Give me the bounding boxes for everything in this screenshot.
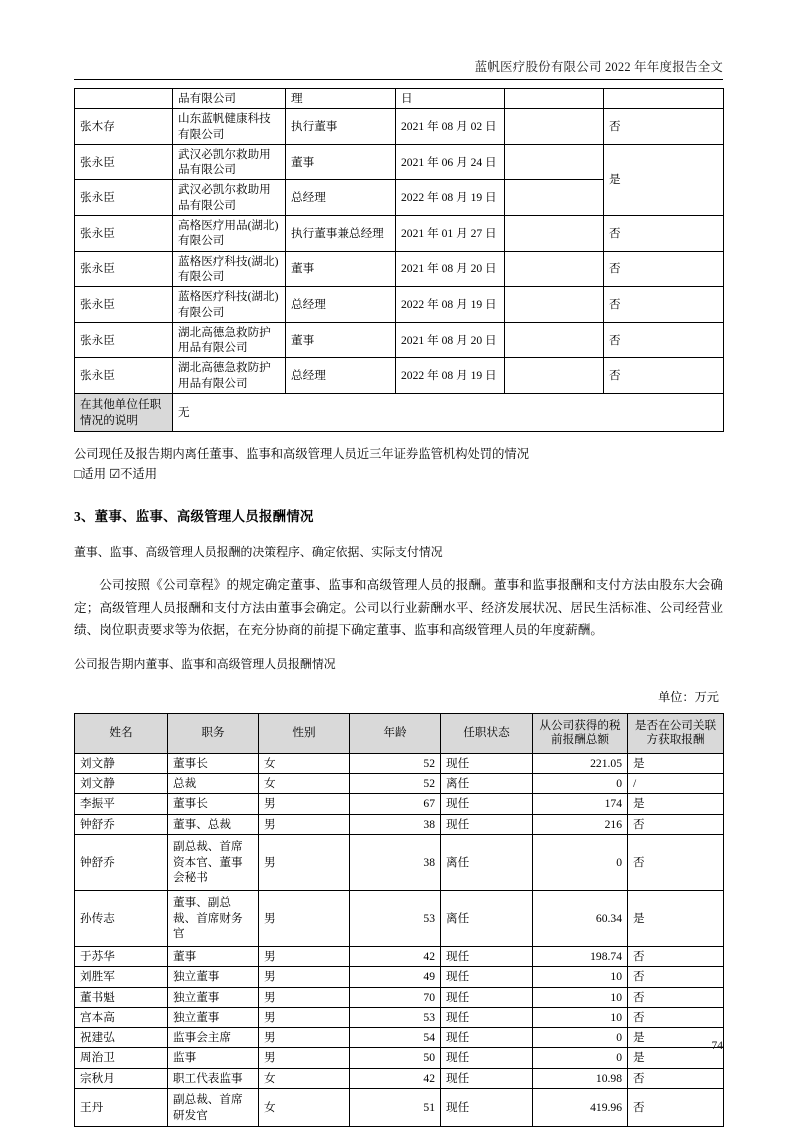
header-pretax-pay: 从公司获得的税前报酬总额 xyxy=(533,713,628,753)
table-row xyxy=(75,814,724,834)
table-row xyxy=(75,144,724,180)
cell-age: 53 xyxy=(350,890,441,946)
cell-sex: 男 xyxy=(259,1028,350,1048)
cell-age: 53 xyxy=(350,1007,441,1027)
cell-pay: 174 xyxy=(533,794,628,814)
cell-end-date xyxy=(505,144,604,180)
cell-start-date: 2021 年 08 月 20 日 xyxy=(396,251,505,287)
cell-age: 49 xyxy=(350,967,441,987)
cell-name: 张永臣 xyxy=(75,358,173,394)
unit-note: 单位：万元 xyxy=(658,689,719,704)
cell-position: 总经理 xyxy=(286,287,396,323)
table-row xyxy=(75,967,724,987)
cell-age: 51 xyxy=(350,1089,441,1127)
cell-post: 监事 xyxy=(168,1048,259,1068)
cell-paid: 否 xyxy=(604,322,724,358)
note-value: 无 xyxy=(173,394,724,432)
cell-start-date: 2022 年 08 月 19 日 xyxy=(396,287,505,323)
note-label: 在其他单位任职情况的说明 xyxy=(75,394,173,432)
cell-unit: 武汉必凯尔救助用品有限公司 xyxy=(173,144,286,180)
cell-status: 现任 xyxy=(441,753,533,773)
cell-post: 独立董事 xyxy=(168,1007,259,1027)
cell-sex: 男 xyxy=(259,890,350,946)
table-row xyxy=(75,251,724,287)
cell-unit: 武汉必凯尔救助用品有限公司 xyxy=(173,180,286,216)
cell-name: 李振平 xyxy=(75,794,168,814)
cell-name: 刘胜军 xyxy=(75,967,168,987)
cell-age: 70 xyxy=(350,987,441,1007)
penalty-question: 公司现任及报告期内离任董事、监事和高级管理人员近三年证券监管机构处罚的情况 xyxy=(74,447,529,462)
cell-start-date: 2021 年 08 月 02 日 xyxy=(396,109,505,145)
remuneration-procedure-body: 公司按照《公司章程》的规定确定董事、监事和高级管理人员的报酬。董事和监事报酬和支付方法由股东大会确定；高级管理人员报酬和支付方法由董事会确定。公司以行业薪酬水平、经济发展状况、居民生活标准、公司经营业绩、岗位职责要求等为依据，在充分协商的前提下确定董事、监事和高级管理人员的年度薪酬。 xyxy=(74,578,723,638)
cell-related: 否 xyxy=(628,946,724,966)
cell-name xyxy=(75,89,173,109)
cell-related: 是 xyxy=(628,753,724,773)
cell-post: 董事长 xyxy=(168,753,259,773)
cell-start-date: 2022 年 08 月 19 日 xyxy=(396,358,505,394)
cell-name: 张永臣 xyxy=(75,216,173,252)
cell-name: 孙传志 xyxy=(75,890,168,946)
cell-position: 董事 xyxy=(286,144,396,180)
cell-position: 总经理 xyxy=(286,358,396,394)
page-content xyxy=(74,88,723,1127)
header-sex: 性别 xyxy=(259,713,350,753)
cell-name: 张永臣 xyxy=(75,287,173,323)
cell-pay: 10 xyxy=(533,987,628,1007)
header-age: 年龄 xyxy=(350,713,441,753)
cell-start-date: 日 xyxy=(396,89,505,109)
table-row xyxy=(75,1068,724,1088)
cell-post: 董事、总裁 xyxy=(168,814,259,834)
remuneration-table-header xyxy=(75,713,724,753)
cell-name: 张永臣 xyxy=(75,251,173,287)
cell-post: 总裁 xyxy=(168,774,259,794)
cell-pay: 10 xyxy=(533,1007,628,1027)
cell-pay: 0 xyxy=(533,774,628,794)
header-divider xyxy=(74,79,723,80)
cell-sex: 男 xyxy=(259,946,350,966)
cell-age: 38 xyxy=(350,834,441,890)
cell-sex: 男 xyxy=(259,987,350,1007)
cell-status: 现任 xyxy=(441,1007,533,1027)
cell-pay: 10.98 xyxy=(533,1068,628,1088)
table-row xyxy=(75,358,724,394)
cell-pay: 0 xyxy=(533,1028,628,1048)
cell-position: 执行董事 xyxy=(286,109,396,145)
cell-name: 宗秋月 xyxy=(75,1068,168,1088)
cell-paid: 否 xyxy=(604,287,724,323)
cell-name: 张木存 xyxy=(75,109,173,145)
cell-post: 独立董事 xyxy=(168,987,259,1007)
cell-status: 现任 xyxy=(441,1048,533,1068)
cell-name: 刘文静 xyxy=(75,774,168,794)
cell-name: 张永臣 xyxy=(75,180,173,216)
cell-related: 否 xyxy=(628,987,724,1007)
cell-start-date: 2021 年 08 月 20 日 xyxy=(396,322,505,358)
cell-post: 董事、副总裁、首席财务官 xyxy=(168,890,259,946)
cell-age: 54 xyxy=(350,1028,441,1048)
table-row xyxy=(75,753,724,773)
cell-name: 宫本高 xyxy=(75,1007,168,1027)
table-row xyxy=(75,834,724,890)
cell-start-date: 2021 年 01 月 27 日 xyxy=(396,216,505,252)
cell-post: 副总裁、首席资本官、董事会秘书 xyxy=(168,834,259,890)
cell-related: 否 xyxy=(628,1007,724,1027)
cell-start-date: 2022 年 08 月 19 日 xyxy=(396,180,505,216)
cell-post: 副总裁、首席研发官 xyxy=(168,1089,259,1127)
cell-end-date xyxy=(505,287,604,323)
cell-related: 是 xyxy=(628,1028,724,1048)
cell-end-date xyxy=(505,109,604,145)
cell-unit: 湖北高德急救防护用品有限公司 xyxy=(173,358,286,394)
cell-sex: 男 xyxy=(259,967,350,987)
table-row xyxy=(75,89,724,109)
cell-pay: 198.74 xyxy=(533,946,628,966)
table-row xyxy=(75,1007,724,1027)
header-name: 姓名 xyxy=(75,713,168,753)
cell-name: 董书魁 xyxy=(75,987,168,1007)
cell-status: 现任 xyxy=(441,967,533,987)
cell-unit: 蓝格医疗科技(湖北)有限公司 xyxy=(173,251,286,287)
cell-unit: 高格医疗用品(湖北)有限公司 xyxy=(173,216,286,252)
cell-post: 监事会主席 xyxy=(168,1028,259,1048)
table-row xyxy=(75,216,724,252)
section-title-3: 3、董事、监事、高级管理人员报酬情况 xyxy=(74,508,314,524)
table-row xyxy=(75,1089,724,1127)
cell-paid xyxy=(604,89,724,109)
cell-position: 执行董事兼总经理 xyxy=(286,216,396,252)
cell-name: 祝建弘 xyxy=(75,1028,168,1048)
cell-name: 张永臣 xyxy=(75,322,173,358)
table-row xyxy=(75,109,724,145)
cell-status: 现任 xyxy=(441,946,533,966)
cell-post: 董事长 xyxy=(168,794,259,814)
penalty-applicable: □适用 ☑不适用 xyxy=(74,466,158,481)
remuneration-procedure-subtitle: 董事、监事、高级管理人员报酬的决策程序、确定依据、实际支付情况 xyxy=(74,544,443,559)
cell-age: 42 xyxy=(350,946,441,966)
cell-status: 离任 xyxy=(441,834,533,890)
cell-unit: 湖北高德急救防护用品有限公司 xyxy=(173,322,286,358)
cell-status: 现任 xyxy=(441,987,533,1007)
header-post: 职务 xyxy=(168,713,259,753)
table-row xyxy=(75,322,724,358)
cell-related: 是 xyxy=(628,1048,724,1068)
cell-paid: 否 xyxy=(604,216,724,252)
cell-start-date: 2021 年 06 月 24 日 xyxy=(396,144,505,180)
table-row xyxy=(75,946,724,966)
cell-sex: 男 xyxy=(259,814,350,834)
header-row xyxy=(75,713,724,753)
cell-age: 42 xyxy=(350,1068,441,1088)
table-row xyxy=(75,987,724,1007)
cell-pay: 221.05 xyxy=(533,753,628,773)
cell-status: 现任 xyxy=(441,814,533,834)
cell-pay: 0 xyxy=(533,834,628,890)
cell-position: 理 xyxy=(286,89,396,109)
cell-name: 王丹 xyxy=(75,1089,168,1127)
page-header-title: 蓝帆医疗股份有限公司 2022 年年度报告全文 xyxy=(474,60,723,74)
cell-pay: 60.34 xyxy=(533,890,628,946)
cell-age: 38 xyxy=(350,814,441,834)
table-row xyxy=(75,287,724,323)
cell-related: 否 xyxy=(628,834,724,890)
cell-sex: 女 xyxy=(259,1068,350,1088)
remuneration-table xyxy=(74,713,724,1127)
cell-post: 董事 xyxy=(168,946,259,966)
cell-related: 否 xyxy=(628,1068,724,1088)
cell-name: 钟舒乔 xyxy=(75,834,168,890)
header-status: 任职状态 xyxy=(441,713,533,753)
cell-related: / xyxy=(628,774,724,794)
remuneration-table-caption: 公司报告期内董事、监事和高级管理人员报酬情况 xyxy=(74,657,336,672)
cell-sex: 男 xyxy=(259,834,350,890)
cell-sex: 男 xyxy=(259,1007,350,1027)
cell-unit: 蓝格医疗科技(湖北)有限公司 xyxy=(173,287,286,323)
cell-related: 否 xyxy=(628,967,724,987)
cell-age: 52 xyxy=(350,774,441,794)
cell-position: 总经理 xyxy=(286,180,396,216)
table-row-note xyxy=(75,394,724,432)
cell-paid: 否 xyxy=(604,109,724,145)
cell-status: 现任 xyxy=(441,1068,533,1088)
page-number: 74 xyxy=(711,1040,723,1052)
cell-unit: 山东蓝帆健康科技有限公司 xyxy=(173,109,286,145)
cell-paid: 是 xyxy=(604,144,724,215)
cell-position: 董事 xyxy=(286,251,396,287)
cell-post: 独立董事 xyxy=(168,967,259,987)
cell-related: 否 xyxy=(628,1089,724,1127)
cell-age: 67 xyxy=(350,794,441,814)
cell-status: 离任 xyxy=(441,890,533,946)
cell-status: 现任 xyxy=(441,1089,533,1127)
cell-end-date xyxy=(505,216,604,252)
cell-end-date xyxy=(505,251,604,287)
cell-name: 钟舒乔 xyxy=(75,814,168,834)
remuneration-table-body xyxy=(75,753,724,1126)
table-row xyxy=(75,794,724,814)
cell-pay: 419.96 xyxy=(533,1089,628,1127)
other-positions-table xyxy=(74,88,724,432)
cell-paid: 否 xyxy=(604,358,724,394)
cell-name: 于苏华 xyxy=(75,946,168,966)
cell-pay: 10 xyxy=(533,967,628,987)
cell-related: 是 xyxy=(628,794,724,814)
cell-status: 现任 xyxy=(441,794,533,814)
cell-end-date xyxy=(505,180,604,216)
cell-pay: 0 xyxy=(533,1048,628,1068)
cell-sex: 女 xyxy=(259,774,350,794)
cell-status: 离任 xyxy=(441,774,533,794)
cell-pay: 216 xyxy=(533,814,628,834)
header-related-pay: 是否在公司关联方获取报酬 xyxy=(628,713,724,753)
cell-related: 是 xyxy=(628,890,724,946)
cell-name: 周治卫 xyxy=(75,1048,168,1068)
cell-sex: 男 xyxy=(259,794,350,814)
cell-age: 52 xyxy=(350,753,441,773)
cell-status: 现任 xyxy=(441,1028,533,1048)
cell-post: 职工代表监事 xyxy=(168,1068,259,1088)
cell-related: 否 xyxy=(628,814,724,834)
cell-paid: 否 xyxy=(604,251,724,287)
cell-position: 董事 xyxy=(286,322,396,358)
cell-sex: 女 xyxy=(259,1089,350,1127)
cell-sex: 女 xyxy=(259,753,350,773)
cell-name: 张永臣 xyxy=(75,144,173,180)
other-positions-body xyxy=(75,89,724,432)
cell-name: 刘文静 xyxy=(75,753,168,773)
cell-end-date xyxy=(505,89,604,109)
cell-end-date xyxy=(505,322,604,358)
cell-sex: 男 xyxy=(259,1048,350,1068)
table-row xyxy=(75,890,724,946)
cell-unit: 品有限公司 xyxy=(173,89,286,109)
cell-age: 50 xyxy=(350,1048,441,1068)
cell-end-date xyxy=(505,358,604,394)
table-row xyxy=(75,774,724,794)
